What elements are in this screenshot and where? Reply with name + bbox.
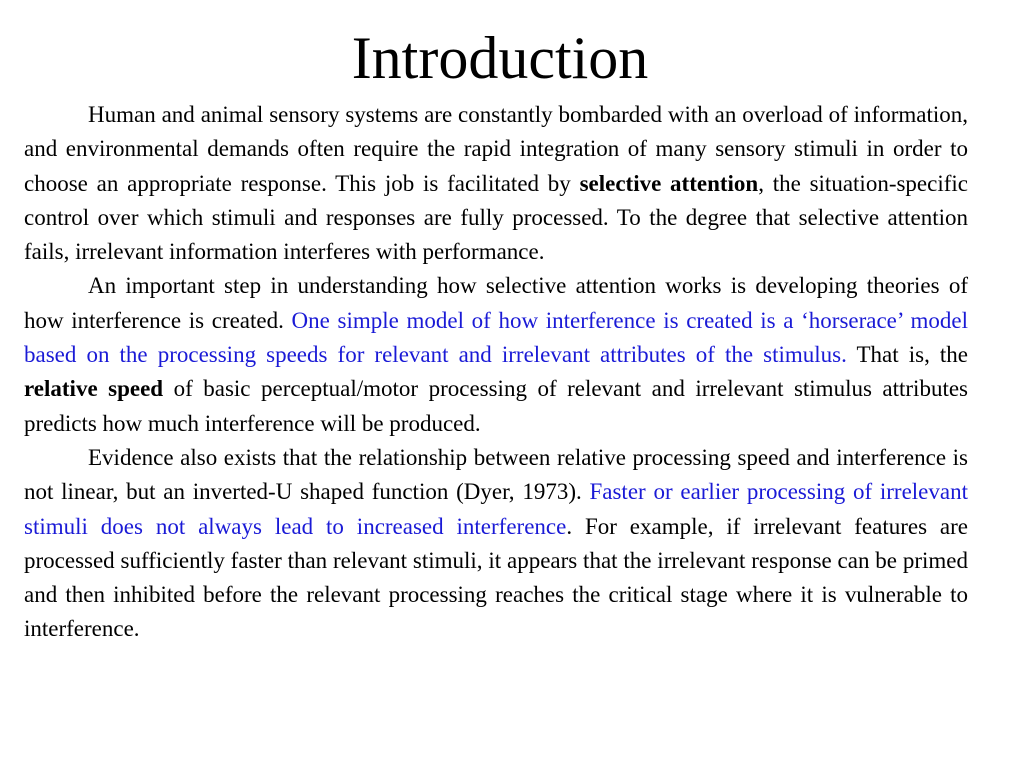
paragraph-2	[24, 269, 968, 440]
bold-term-selective-attention: selective attention	[579, 170, 759, 196]
highlighted-sentence: One simple model of how interference is created is a ‘horserace’ model based on the processing speeds for relevant and irrelevant attributes of the stimulus.	[24, 307, 968, 368]
bold-term-relative-speed: relative speed	[24, 376, 164, 402]
slide-title: Introduction	[351, 25, 649, 91]
text-span: Evidence also exists that the relationship between relative processing speed and interference is not linear, but an inverted-U shaped function (Dyer, 1973).	[24, 444, 968, 505]
text-span: of basic perceptual/motor processing of relevant and irrelevant stimulus attributes predicts how much interference will be produced.	[24, 376, 968, 436]
paragraph-3	[24, 441, 968, 647]
slide-body	[24, 98, 968, 647]
text-span: , the situation-specific control over which stimuli and responses are fully processed. To the degree that selective attention fails, irrelevant information interferes with performance.	[24, 170, 968, 265]
text-span: That is, the	[846, 342, 968, 368]
paragraph-1	[24, 98, 968, 269]
highlighted-sentence: Faster or earlier processing of irrelevant stimuli does not always lead to increased interference	[24, 479, 968, 539]
text-span: Human and animal sensory systems are constantly bombarded with an overload of information, and environmental demands often require the rapid integration of many sensory stimuli in order to choose an appropriate response. This job is facilitated by	[24, 102, 968, 196]
text-span: . For example, if irrelevant features are processed sufficiently faster than relevant stimuli, it appears that the irrelevant response can be primed and then inhibited before the relevant processing reaches the critical stage where it is vulnerable to interference.	[24, 513, 968, 642]
text-span: An important step in understanding how selective attention works is developing theories of how interference is created.	[24, 273, 968, 333]
